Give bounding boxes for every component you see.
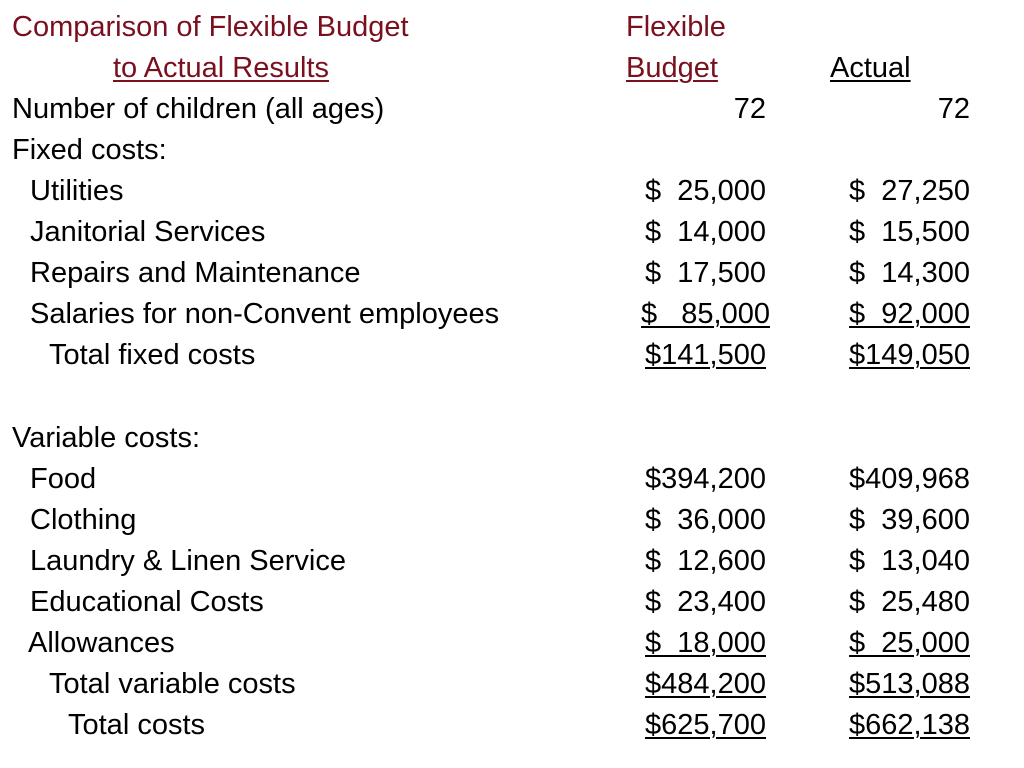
variable-costs-heading: Variable costs: — [12, 422, 201, 454]
fixed-row-label: Janitorial Services — [30, 216, 266, 248]
variable-row-flexible: $ 23,400 — [645, 586, 766, 618]
children-label: Number of children (all ages) — [12, 93, 385, 125]
variable-row-actual: $409,968 — [849, 463, 970, 495]
variable-row-flexible: $394,200 — [645, 463, 766, 495]
total-costs-label: Total costs — [68, 709, 205, 741]
fixed-row-label: Salaries for non-Convent employees — [30, 298, 500, 330]
total-costs-actual: $662,138 — [849, 709, 970, 741]
fixed-row-actual: $ 27,250 — [849, 175, 970, 207]
fixed-row-actual: $ 14,300 — [849, 257, 970, 289]
flexible-header-line-1: Flexible — [626, 11, 726, 43]
variable-row-actual: $ 13,040 — [849, 545, 970, 577]
fixed-row-flexible: $ 85,000 — [641, 298, 770, 330]
total-fixed-flexible: $141,500 — [645, 339, 766, 371]
children-actual: 72 — [937, 93, 970, 125]
flexible-header-line-2: Budget — [626, 52, 718, 84]
variable-row-flexible: $ 18,000 — [645, 627, 766, 659]
fixed-row-actual: $ 15,500 — [849, 216, 970, 248]
variable-row-label: Educational Costs — [30, 586, 264, 618]
total-variable-label: Total variable costs — [49, 668, 296, 700]
fixed-row-actual: $ 92,000 — [849, 298, 970, 330]
fixed-row-label: Repairs and Maintenance — [30, 257, 361, 289]
total-fixed-label: Total fixed costs — [49, 339, 256, 371]
variable-row-label: Clothing — [30, 504, 137, 536]
title-line-1: Comparison of Flexible Budget — [12, 11, 409, 43]
title-line-2: to Actual Results — [113, 52, 329, 84]
fixed-row-label: Utilities — [30, 175, 124, 207]
variable-row-label: Food — [30, 463, 97, 495]
variable-row-label: Laundry & Linen Service — [30, 545, 346, 577]
fixed-row-flexible: $ 25,000 — [645, 175, 766, 207]
variable-row-label: Allowances — [28, 627, 175, 659]
fixed-row-flexible: $ 17,500 — [645, 257, 766, 289]
variable-row-actual: $ 25,000 — [849, 627, 970, 659]
fixed-row-flexible: $ 14,000 — [645, 216, 766, 248]
total-fixed-actual: $149,050 — [849, 339, 970, 371]
variable-row-flexible: $ 12,600 — [645, 545, 766, 577]
children-flexible: 72 — [733, 93, 766, 125]
total-costs-flexible: $625,700 — [645, 709, 766, 741]
variable-row-actual: $ 39,600 — [849, 504, 970, 536]
fixed-costs-heading: Fixed costs: — [12, 134, 167, 166]
actual-header: Actual — [830, 52, 911, 84]
variable-row-flexible: $ 36,000 — [645, 504, 766, 536]
total-variable-actual: $513,088 — [849, 668, 970, 700]
total-variable-flexible: $484,200 — [645, 668, 766, 700]
variable-row-actual: $ 25,480 — [849, 586, 970, 618]
